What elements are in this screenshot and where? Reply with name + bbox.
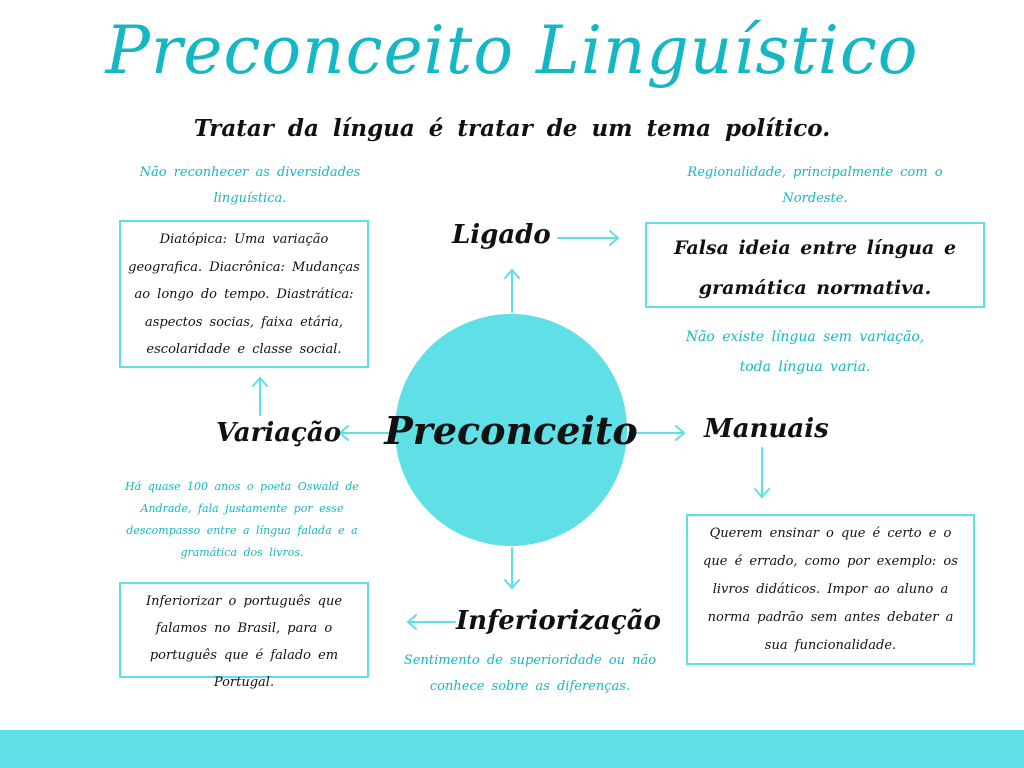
node-ligado: Ligado	[452, 220, 551, 250]
note-sentimento: Sentimento de superioridade ou não conhece sobre as diferenças.	[403, 653, 657, 694]
center-label: Preconceito	[384, 407, 638, 453]
center-circle	[384, 314, 638, 546]
box-manuais: Querem ensinar o que é certo e o que é errado, como por exemplo: os livros didáticos. Impor ao aluno a norma padrão sem antes debater a sua funcionalidade.	[686, 514, 975, 665]
box-variacao-types: Diatópica: Uma variação geografica. Diacrônica: Mudanças ao longo do tempo. Diastrática: aspectos socias, faixa etária, escolaridade e classe social.	[119, 220, 369, 368]
note-nao-existe: Não existe língua sem variação, toda língua varia.	[685, 329, 925, 375]
node-manuais: Manuais	[704, 414, 829, 444]
node-inferiorizacao: Inferiorização	[456, 606, 661, 636]
bottom-bar	[0, 730, 1024, 768]
note-oswald: Há quase 100 anos o poeta Oswald de Andrade, fala justamente por esse descompasso entre a língua falada e a gramática dos livros.	[125, 480, 359, 559]
box-inferiorizar: Inferiorizar o português que falamos no Brasil, para o português que é falado em Portugal.	[119, 582, 369, 678]
box-falsa-ideia: Falsa ideia entre língua e gramática normativa.	[645, 222, 985, 308]
page-subtitle: Tratar da língua é tratar de um tema político.	[193, 115, 831, 142]
page-title: Preconceito Linguístico	[105, 12, 919, 89]
note-regionalidade: Regionalidade, principalmente com o Nordeste.	[687, 165, 943, 206]
note-diversidades: Não reconhecer as diversidades linguística.	[139, 165, 361, 206]
node-variacao: Variação	[216, 418, 342, 448]
